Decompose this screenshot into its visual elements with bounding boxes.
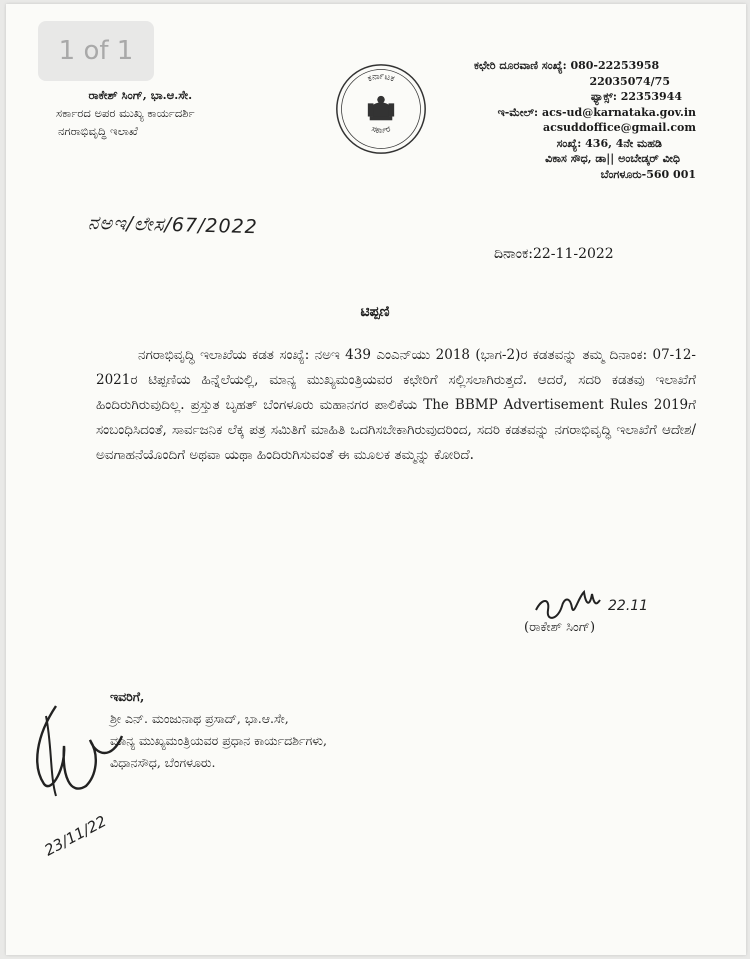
office-city: ಬೆಂಗಳೂರು-560 001	[600, 167, 696, 181]
subject-heading: ಟಿಪ್ಪಣಿ	[360, 304, 390, 320]
seal-top-text: ಕರ್ನಾಟಕ	[365, 70, 397, 84]
body-text: ನಗರಾಭಿವೃದ್ಧಿ ಇಲಾಖೆಯ ಕಡತ ಸಂಖ್ಯೆ: ನಅಇ 439 ಎಂಎನ್‌ಯು 2018 (ಭಾಗ-2)ರ ಕಡತವನ್ನು ತಮ್ಮ ದಿನಾಂಕ: 07-12-2021ರ ಟಿಪ್ಪಣಿಯ ಹಿನ್ನೆಲೆಯಲ್ಲಿ, ಮಾನ್ಯ ಮುಖ್ಯಮಂತ್ರಿಯವರ ಕಛೇರಿಗೆ ಸಲ್ಲಿಸಲಾಗಿರುತ್ತದೆ. ಆದರೆ, ಸದರಿ ಕಡತವು ಇಲಾಖೆಗೆ ಹಿಂದಿರುಗಿರುವುದಿಲ್ಲ. ಪ್ರಸ್ತುತ ಬೃಹತ್ ಬೆಂಗಳೂರು ಮಹಾನಗರ ಪಾಲಿಕೆಯ The BBMP Advertisement Rules 2019ಗೆ ಸಂಬಂಧಿಸಿದಂತೆ, ಸಾರ್ವಜನಿಕ ಲೆಕ್ಕ ಪತ್ರ ಸಮಿತಿಗೆ ಮಾಹಿತಿ ಒದಗಿಸಬೇಕಾಗಿರುವುದರಿಂದ, ಸದರಿ ಕಡತವನ್ನು ನಗರಾಭಿವೃದ್ಧಿ ಇಲಾಖೆಗೆ ಆದೇಶ/ಅವಗಾಹನೆಯೊಂದಿಗೆ ಅಥವಾ ಯಥಾ ಹಿಂದಿರುಗಿಸುವಂತೆ ಈ ಮೂಲಕ ತಮ್ಮನ್ನು ಕೋರಿದೆ.	[96, 347, 696, 463]
svg-text:ಕರ್ನಾಟಕ	[366, 71, 396, 84]
margin-date: 23/11/22	[41, 812, 110, 860]
recipient-designation: ಮಾನ್ಯ ಮುಖ್ಯಮಂತ್ರಿಯವರ ಪ್ರಧಾನ ಕಾರ್ಯದರ್ಶಿಗಳು,	[110, 733, 327, 748]
recipient-name: ಶ್ರೀ ಎನ್. ಮಂಜುನಾಥ ಪ್ರಸಾದ್, ಭಾ.ಆ.ಸೇ,	[110, 711, 289, 726]
contact-block	[474, 58, 696, 182]
sender-designation: ಸರ್ಕಾರದ ಅಪರ ಮುಖ್ಯ ಕಾರ್ಯದರ್ಶಿ	[56, 106, 195, 120]
reference-number: ನಅಇ/ಲೇಸ/67/2022	[87, 211, 259, 239]
sender-block	[56, 86, 195, 140]
fax-number: ಫ್ಯಾಕ್ಸ್: 22353944	[590, 90, 682, 103]
office-building: ವಿಕಾಸ ಸೌಧ, ಡಾ|| ಅಂಬೇಡ್ಕರ್ ವೀಧಿ	[545, 152, 680, 165]
page-indicator: 1 of 1	[38, 21, 154, 81]
signature-date: 22.11	[608, 598, 649, 614]
office-phone: ಕಛೇರಿ ದೂರವಾಣಿ ಸಂಖ್ಯೆ: 080-22253958	[474, 59, 660, 72]
office-phone-2: 22035074/75	[589, 74, 670, 88]
document-date: ದಿನಾಂಕ:22-11-2022	[494, 246, 614, 262]
signatory-name: (ರಾಕೇಶ್ ಸಿಂಗ್)	[524, 620, 596, 635]
sender-department: ನಗರಾಭಿವೃದ್ಧಿ ಇಲಾಖೆ	[58, 124, 138, 138]
sender-name: ರಾಕೇಶ್ ಸಿಂಗ್, ಭಾ.ಆ.ಸೇ.	[88, 88, 193, 102]
email-primary: ಇ-ಮೇಲ್: acs-ud@karnataka.gov.in	[497, 105, 696, 119]
recipient-address: ವಿಧಾನಸೌಧ, ಬೆಂಗಳೂರು.	[110, 755, 216, 770]
seal-bottom-text: ಸರ್ಕಾರ	[370, 123, 392, 135]
email-secondary: acsuddoffice@gmail.com	[543, 121, 696, 134]
office-room: ಸಂಖ್ಯೆ: 436, 4ನೇ ಮಹಡಿ	[556, 136, 662, 150]
recipient-heading: ಇವರಿಗೆ,	[110, 689, 145, 704]
government-seal-icon	[334, 62, 428, 156]
margin-initials	[26, 696, 146, 866]
svg-text:ಸರ್ಕಾರ	[371, 123, 392, 134]
body-paragraph	[96, 343, 696, 468]
